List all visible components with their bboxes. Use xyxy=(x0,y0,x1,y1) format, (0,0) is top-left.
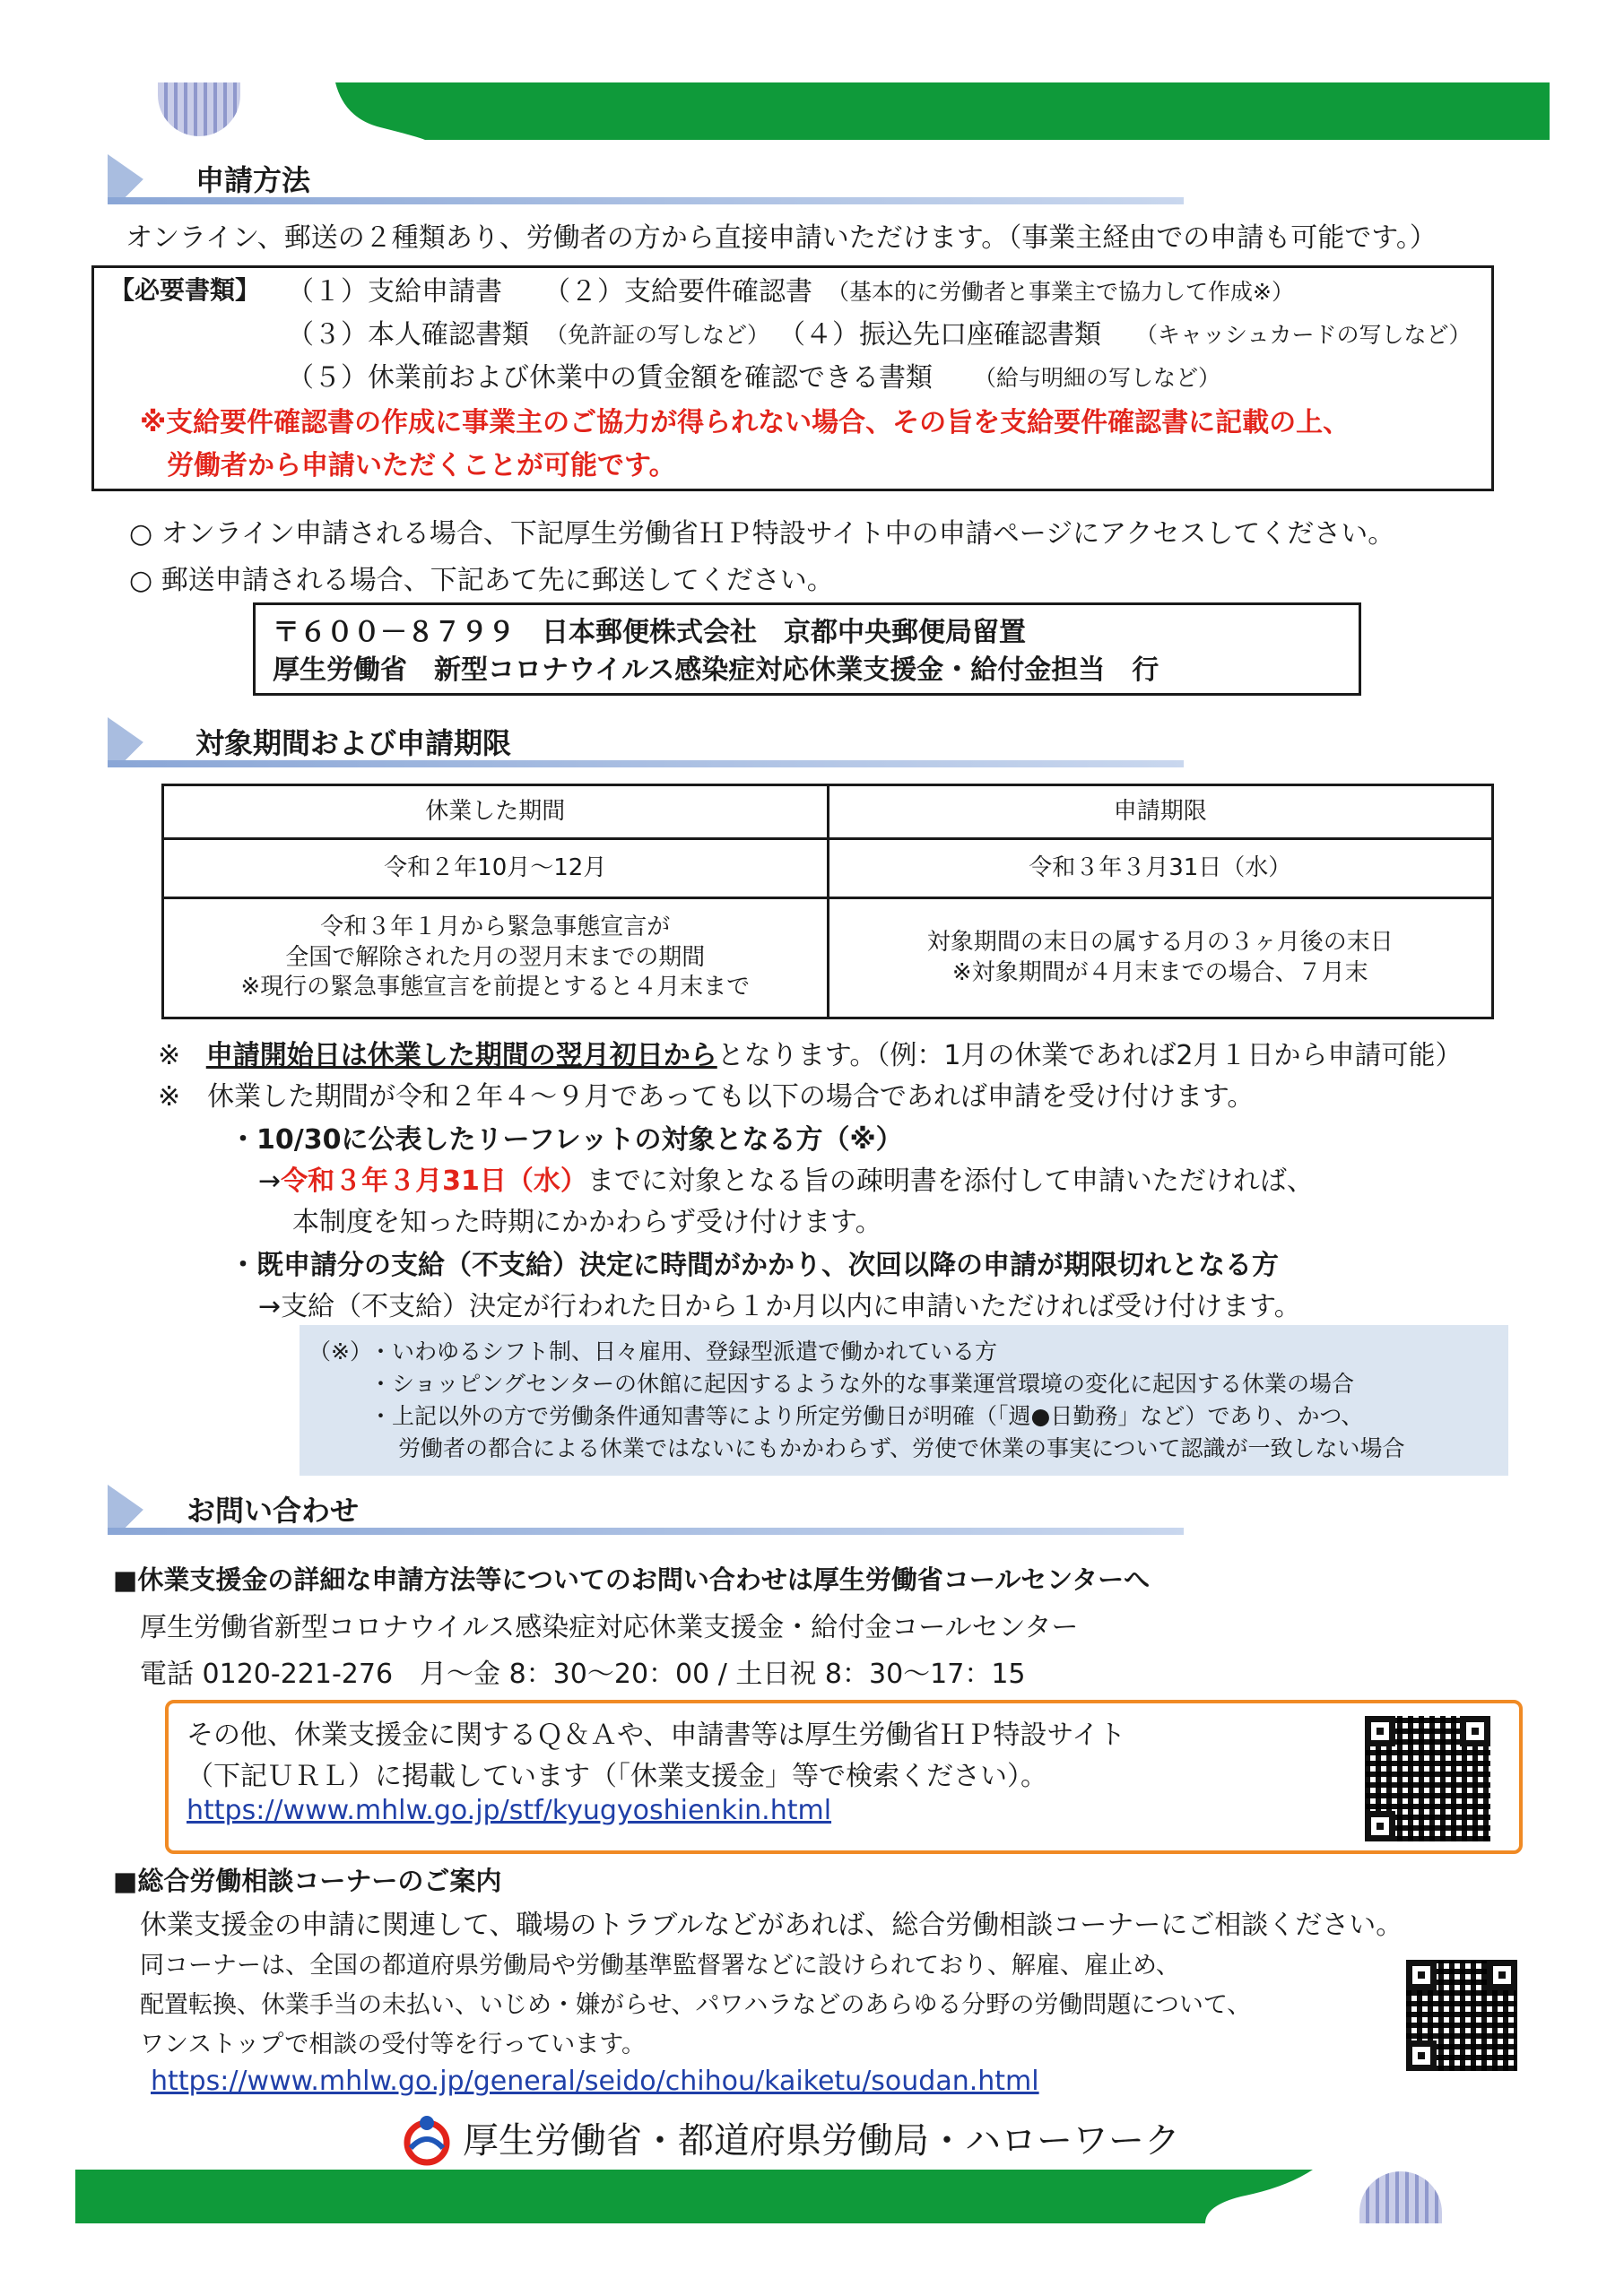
footnote-mark: （※） xyxy=(308,1339,372,1365)
note-start-date: ※ 申請開始日は休業した期間の翌月初日からとなります。（例：1月の休業であれば2月１日から申請可能） xyxy=(158,1040,1463,1071)
website-info-line: （下記ＵＲＬ）に掲載しています（「休業支援金」等で検索ください）。 xyxy=(187,1761,1047,1792)
warning-line: 労働者から申請いただくことが可能です。 xyxy=(167,450,676,481)
doc-item: （２）支給要件確認書 xyxy=(543,276,812,308)
doc-note: （免許証の写しなど） xyxy=(545,322,770,348)
qr-code-icon xyxy=(1406,1960,1517,2071)
bullet-item: ・既申請分の支給（不支給）決定に時間がかかり、次回以降の申請が期限切れとなる方 xyxy=(230,1250,1279,1281)
doc-item: （３）本人確認書類 xyxy=(287,319,529,351)
apply-intro: オンライン、郵送の２種類あり、労働者の方から直接申請いただけます。（事業主経由での申請も可能です。） xyxy=(126,222,1437,254)
section-title: 申請方法 xyxy=(195,163,311,197)
table-cell: 令和２年10月～12月 xyxy=(163,839,829,898)
bottom-wave-decoration xyxy=(75,2170,1550,2223)
section-title: お問い合わせ xyxy=(187,1494,360,1528)
contact-heading: ■休業支援金の詳細な申請方法等についてのお問い合わせは厚生労働省コールセンターへ xyxy=(113,1564,1151,1595)
bullet-detail: →令和３年３月31日（水）までに対象となる旨の疎明書を添付して申請いただければ、 xyxy=(258,1165,1314,1197)
section-header-apply xyxy=(108,154,1184,204)
mhlw-logo-icon xyxy=(400,2112,454,2166)
table-header: 申請期限 xyxy=(828,785,1493,839)
footer-org: 厚生労働省・都道府県労働局・ハローワーク xyxy=(463,2120,1180,2162)
section-title: 対象期間および申請期限 xyxy=(195,726,512,760)
doc-note: （キャッシュカードの写しなど） xyxy=(1135,322,1472,348)
doc-note: （基本的に労働者と事業主で協力して作成※） xyxy=(827,279,1294,305)
doc-note: （給与明細の写しなど） xyxy=(974,365,1221,391)
consult-link[interactable]: https://www.mhlw.go.jp/general/seido/chihou/kaiketu/soudan.html xyxy=(151,2066,1039,2097)
footnote-line: ・いわゆるシフト制、日々雇用、登録型派遣で働かれている方 xyxy=(369,1339,998,1365)
consult-text: 休業支援金の申請に関連して、職場のトラブルなどがあれば、総合労働相談コーナーにご相談ください。 xyxy=(140,1910,1403,1941)
period-table xyxy=(161,784,1494,1019)
address-line: 〒６００－８７９９ 日本郵便株式会社 京都中央郵便局留置 xyxy=(273,617,1026,648)
consult-text: 配置転換、休業手当の未払い、いじめ・嫌がらせ、パワハラなどのあらゆる分野の労働問題について、 xyxy=(140,1991,1252,2019)
consult-text: 同コーナーは、全国の都道府県労働局や労働基準監督署などに設けられており、解雇、雇止め、 xyxy=(140,1952,1180,1980)
doc-item: （４）振込先口座確認書類 xyxy=(778,319,1101,351)
call-center-name: 厚生労働省新型コロナウイルス感染症対応休業支援金・給付金コールセンター xyxy=(140,1612,1079,1643)
table-header: 休業した期間 xyxy=(163,785,829,839)
footnote-line: 労働者の都合による休業ではないにもかかわらず、労使で休業の事実について認識が一致しない場合 xyxy=(398,1435,1405,1461)
bullet-detail: →支給（不支給）決定が行われた日から１か月以内に申請いただければ受け付けます。 xyxy=(258,1291,1301,1322)
bullet-item: ・10/30に公表したリーフレットの対象となる方（※） xyxy=(230,1124,903,1156)
consult-text: ワンストップで相談の受付等を行っています。 xyxy=(140,2031,647,2058)
warning-line: ※支給要件確認書の作成に事業主のご協力が得られない場合、その旨を支給要件確認書に記載の上、 xyxy=(140,407,1350,438)
consult-heading: ■総合労働相談コーナーのご案内 xyxy=(113,1866,502,1896)
section-header-period xyxy=(108,717,1184,767)
bullet-detail: 本制度を知った時期にかかわらず受け付けます。 xyxy=(292,1207,882,1238)
footnote-line: ・上記以外の方で労働条件通知書等により所定労働日が明確（「週●日勤務」など）であり、かつ、 xyxy=(369,1403,1364,1429)
website-link[interactable]: https://www.mhlw.go.jp/stf/kyugyoshienkin.html xyxy=(187,1795,832,1826)
call-center-phone: 電話 0120-221-276 月～金 8：30～20：00 / 土日祝 8：30～17：15 xyxy=(140,1659,1026,1690)
note-exception: ※ 休業した期間が令和２年４～９月であっても以下の場合であれば申請を受け付けます。 xyxy=(158,1081,1255,1113)
mail-instruction: ○ 郵送申請される場合、下記あて先に郵送してください。 xyxy=(129,565,834,596)
website-info-line: その他、休業支援金に関するＱ＆Ａや、申請書等は厚生労働省ＨＰ特設サイト xyxy=(187,1720,1126,1751)
address-line: 厚生労働省 新型コロナウイルス感染症対応休業支援金・給付金担当 行 xyxy=(273,654,1159,686)
section-header-contact xyxy=(108,1485,1184,1535)
table-cell: 令和３年１月から緊急事態宣言が 全国で解除された月の翌月末までの期間 ※現行の緊急事態宣言を前提とすると４月末まで xyxy=(163,898,829,1018)
table-cell: 対象期間の末日の属する月の３ヶ月後の末日 ※対象期間が４月末までの場合、７月末 xyxy=(828,898,1493,1018)
table-cell: 令和３年３月31日（水） xyxy=(828,839,1493,898)
online-instruction: ○ オンライン申請される場合、下記厚生労働省ＨＰ特設サイト中の申請ページにアクセスしてください。 xyxy=(129,518,1395,550)
docs-label: 【必要書類】 xyxy=(109,275,261,305)
doc-item: （５）休業前および休業中の賃金額を確認できる書類 xyxy=(287,362,933,394)
doc-item: （１）支給申請書 xyxy=(287,276,502,308)
top-wave-decoration xyxy=(75,82,1550,140)
footnote-line: ・ショッピングセンターの休館に起因するような外的な事業運営環境の変化に起因する休業の場合 xyxy=(369,1371,1355,1397)
qr-code-icon xyxy=(1365,1716,1490,1841)
